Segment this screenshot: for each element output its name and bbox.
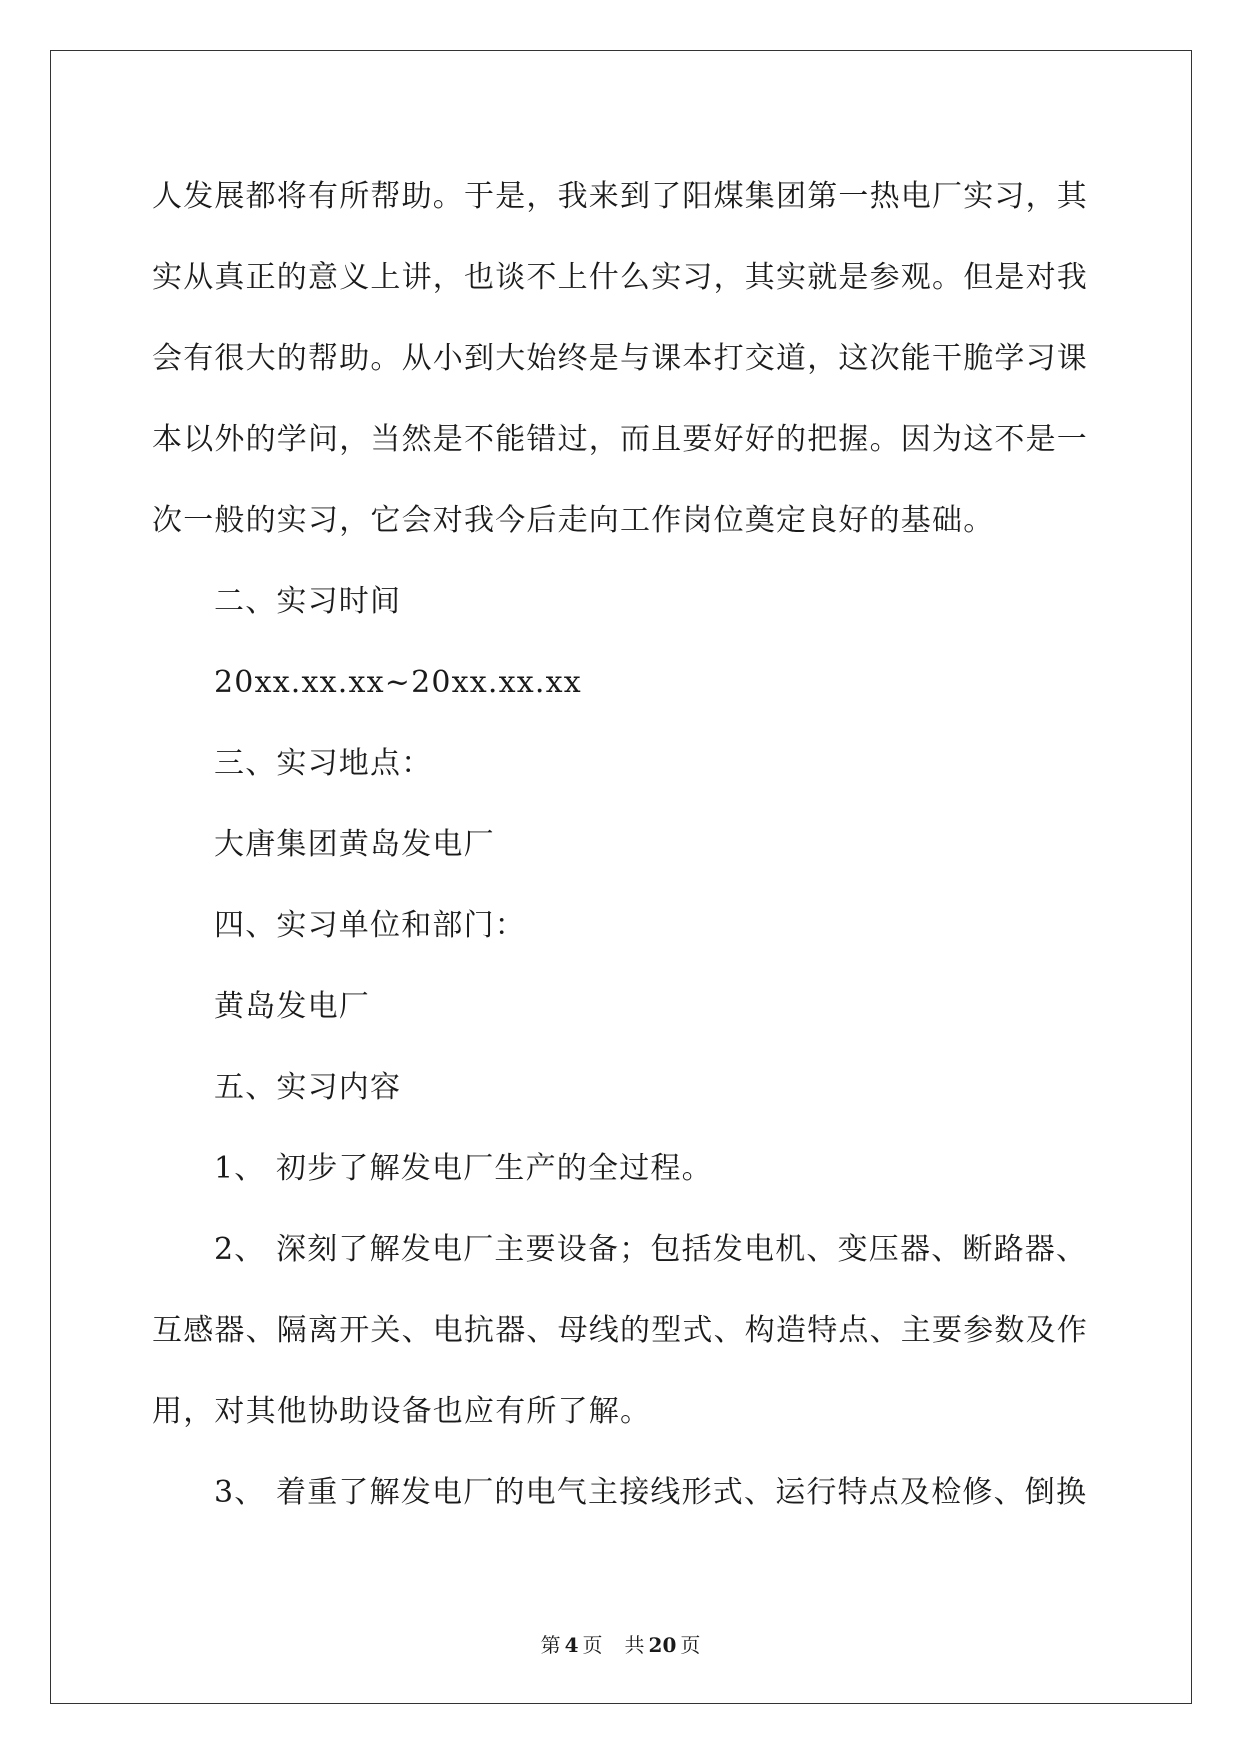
section-heading-time: 二、实习时间 [214, 584, 402, 619]
list-item [152, 1209, 1090, 1290]
body-line: 人发展都将有所帮助。于是，我来到了阳煤集团第一热电厂实习，其 [152, 179, 1088, 214]
current-page-number: 4 [564, 1633, 579, 1657]
section-heading-unit: 四、实习单位和部门： [214, 908, 526, 943]
list-item-continuation: 互感器、隔离开关、电抗器、母线的型式、构造特点、主要参数及作 [152, 1313, 1088, 1348]
page-footer [0, 1629, 1241, 1658]
list-item [152, 1128, 1090, 1209]
list-item-text: 着重了解发电厂的电气主接线形式、运行特点及检修、倒换 [276, 1475, 1088, 1510]
list-item-text: 深刻了解发电厂主要设备；包括发电机、变压器、断路器、 [276, 1232, 1088, 1267]
footer-page-suffix: 页 [582, 1633, 603, 1657]
unit-value: 黄岛发电厂 [214, 989, 370, 1024]
internship-dates: 20xx.xx.xx~20xx.xx.xx [214, 665, 582, 700]
footer-total-suffix: 页 [680, 1633, 701, 1657]
body-line: 实从真正的意义上讲，也谈不上什么实习，其实就是参观。但是对我 [152, 260, 1088, 295]
list-item-number: 3、 [214, 1475, 266, 1510]
total-page-count: 20 [648, 1633, 677, 1657]
body-line: 本以外的学问，当然是不能错过，而且要好好的把握。因为这不是一 [152, 422, 1088, 457]
footer-total-prefix: 共 [624, 1633, 645, 1657]
footer-prefix: 第 [540, 1633, 561, 1657]
list-item-continuation: 用，对其他协助设备也应有所了解。 [152, 1394, 652, 1429]
location-value: 大唐集团黄岛发电厂 [214, 827, 495, 862]
section-heading-location: 三、实习地点： [214, 746, 433, 781]
document-body [152, 156, 1090, 1533]
section-heading-content: 五、实习内容 [214, 1070, 402, 1105]
list-item-number: 2、 [214, 1232, 266, 1267]
list-item-text: 初步了解发电厂生产的全过程。 [276, 1151, 713, 1186]
body-line: 会有很大的帮助。从小到大始终是与课本打交道，这次能干脆学习课 [152, 341, 1088, 376]
body-line: 次一般的实习，它会对我今后走向工作岗位奠定良好的基础。 [152, 503, 995, 538]
list-item-number: 1、 [214, 1151, 266, 1186]
list-item [152, 1452, 1090, 1533]
